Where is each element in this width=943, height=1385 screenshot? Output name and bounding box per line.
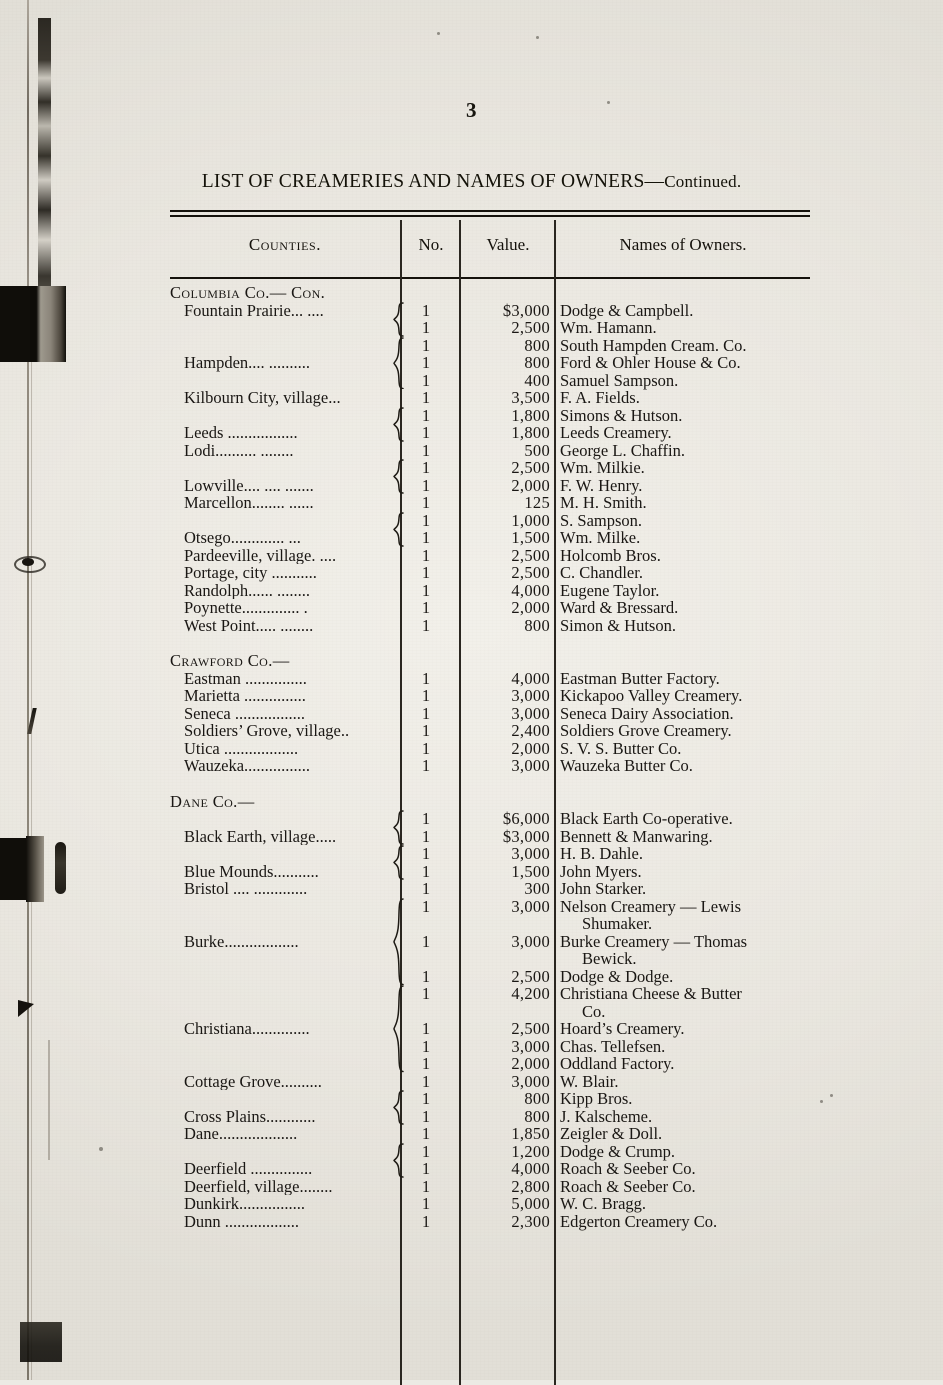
table-row [170,740,810,758]
cell-value: 2,000 [511,738,550,758]
cell-value [456,915,550,933]
cell-owner: Roach & Seeber Co. [560,1159,696,1178]
cell-township [170,1038,398,1056]
cell-township: Randolph...... ........ [184,581,311,599]
cell-value: 2,500 [511,563,550,582]
cell-value: 2,500 [511,1019,550,1038]
cell-owner: Soldiers Grove Creamery. [560,721,732,740]
cell-township: Fountain Prairie... .... [184,301,324,319]
table-row [170,494,810,512]
cell-owner: Eugene Taylor. [560,580,660,600]
cell-value: 2,500 [511,458,550,477]
cell-number: 1 [421,1089,431,1108]
table-row [170,757,810,775]
table-row [170,687,810,705]
cell-owner: Roach & Seeber Co. [560,1176,696,1196]
cell-value: $3,000 [502,826,550,846]
cell-township: Kilbourn City, village... [184,389,341,407]
table-row [170,898,810,916]
table-row [170,670,810,688]
scan-artifact-ring-center [22,558,34,566]
cell-value [456,1003,550,1021]
cell-value: 3,000 [511,756,550,775]
table-row [170,477,810,495]
table-row [170,354,810,372]
cell-township: Lowville.... .... ....... [184,476,314,494]
scan-fleck [437,32,440,35]
cell-township: Marietta ............... [184,687,306,705]
cell-value: 125 [524,493,550,512]
cell-township: Soldiers’ Grove, village.. [184,722,350,740]
cell-value: 3,000 [511,1036,550,1056]
table-row [170,1020,810,1038]
table-row [170,547,810,565]
cell-number: 1 [421,1211,431,1231]
cell-number: 1 [421,1141,431,1161]
cell-value: 2,000 [511,598,550,617]
cell-number: 1 [421,879,431,898]
cell-number: 1 [421,528,431,547]
cell-owner: Oddland Factory. [560,1054,675,1073]
cell-owner: Edgerton Creamery Co. [560,1211,718,1231]
cell-township: Pardeeville, village. .... [184,546,337,564]
cell-township: Lodi.......... ........ [184,441,294,459]
cell-value: 2,400 [511,721,550,740]
cell-owner: Wauzeka Butter Co. [560,756,693,775]
cell-owner: Wm. Hamann. [560,318,657,337]
cell-number: 1 [421,335,431,355]
cell-township [170,372,398,390]
table-row [170,319,810,337]
table-row [170,1073,810,1091]
cell-township: Dane................... [184,1125,298,1143]
cell-number: 1 [421,1036,431,1056]
county-section-heading-row [170,284,810,302]
cell-township: Wauzeka................ [184,757,311,775]
cell-owner: Zeigler & Doll. [560,1124,663,1143]
page-number: 3 [466,98,477,122]
table-row [170,933,810,951]
cell-value: 2,800 [511,1176,550,1196]
page-title [0,171,943,193]
cell-township: Black Earth, village..... [184,827,337,845]
cell-township [170,1143,398,1161]
cell-township: Deerfield, village........ [184,1177,333,1195]
cell-number: 1 [421,510,431,530]
table-row [170,915,810,933]
table-row [170,337,810,355]
page-edge-line [27,0,29,1380]
cell-number [402,1003,450,1021]
cell-number: 1 [421,563,431,582]
county-section-heading: Columbia Co.— Con. [170,284,326,302]
cell-number: 1 [421,844,431,863]
cell-number: 1 [421,580,431,600]
cell-township: Hampden.... .......... [184,354,311,372]
table-row [170,1195,810,1213]
page-title-separator: — [644,171,665,192]
table-row [170,722,810,740]
cell-township [170,845,398,863]
cell-value: 4,000 [511,580,550,600]
cell-number: 1 [421,458,431,477]
cell-value: 1,000 [511,510,550,530]
cell-value: 1,200 [511,1141,550,1161]
cell-number: 1 [421,423,431,442]
table-row [170,1213,810,1231]
cell-number: 1 [421,370,431,390]
cell-number: 1 [421,1071,431,1091]
cell-number [402,950,450,968]
cell-value: 800 [524,615,550,635]
cell-township: Leeds ................. [184,424,298,442]
cell-township [170,512,398,530]
cell-number: 1 [421,1106,431,1126]
cell-owner: Samuel Sampson. [560,370,679,390]
cell-owner: W. Blair. [560,1071,619,1091]
cell-value: 800 [524,353,550,372]
cell-owner: C. Chandler. [560,563,643,582]
cell-owner: J. Kalscheme. [560,1106,653,1126]
cell-number: 1 [421,931,431,951]
cell-owner: Ford & Ohler House & Co. [560,353,741,372]
cell-value [456,950,550,968]
cell-number: 1 [421,1124,431,1143]
cell-owner-continuation: Co. [582,1001,606,1021]
cell-number: 1 [421,300,431,320]
cell-owner: Wm. Milke. [560,528,641,547]
cell-number: 1 [421,493,431,512]
cell-township: Marcellon........ ...... [184,494,314,512]
column-header-no: No. [418,235,444,254]
table-row [170,1143,810,1161]
table-row [170,1178,810,1196]
cell-value: 4,200 [511,984,550,1003]
cell-value: 2,300 [511,1211,550,1231]
cell-owner: John Starker. [560,879,647,898]
cell-value: 5,000 [511,1194,550,1213]
cell-value: 4,000 [511,668,550,688]
scan-fleck [820,1100,823,1103]
scan-artifact-notch [18,1000,34,1017]
table-row [170,1108,810,1126]
cell-number: 1 [421,738,431,758]
cell-number [402,915,450,933]
column-header-counties: Counties. [248,235,322,254]
cell-township: Cross Plains............ [184,1107,316,1125]
cell-township: Seneca ................. [184,704,305,722]
cell-value: 800 [524,335,550,355]
scan-fleck [536,36,539,39]
cell-owner: Nelson Creamery — Lewis [560,896,741,916]
cell-owner-continuation: Bewick. [582,949,637,968]
cell-number: 1 [421,809,431,828]
cell-value: 3,000 [511,1071,550,1091]
cell-number: 1 [421,703,431,723]
cell-number: 1 [421,668,431,688]
cell-number: 1 [421,1054,431,1073]
cell-value: 3,500 [511,388,550,407]
cell-township: Otsego............. ... [184,529,301,547]
table-header-row [170,220,810,275]
table-row [170,529,810,547]
table-row [170,582,810,600]
county-section-heading: Crawford Co.— [170,652,290,670]
cell-owner: Black Earth Co-operative. [560,809,733,828]
county-section-heading: Dane Co.— [170,792,255,810]
table-top-rule-outer [170,210,810,212]
cell-owner: Dodge & Campbell. [560,300,694,320]
scan-artifact-block-lower-fade [26,836,44,902]
cell-owner: Wm. Milkie. [560,458,645,477]
table-row [170,1160,810,1178]
cell-township [170,898,398,916]
cell-number: 1 [421,826,431,846]
cell-value: 4,000 [511,1159,550,1178]
cell-number: 1 [421,388,431,407]
county-section-heading-row [170,652,810,670]
cell-owner: Dodge & Dodge. [560,966,674,986]
cell-value: 1,850 [511,1124,550,1143]
cell-number: 1 [421,475,431,495]
cell-township [170,1055,398,1073]
cell-owner: F. W. Henry. [560,475,643,495]
cell-number: 1 [421,1176,431,1196]
cell-number: 1 [421,405,431,425]
table-row [170,880,810,898]
cell-owner: M. H. Smith. [560,493,647,512]
cell-owner: Seneca Dairy Association. [560,703,734,723]
cell-township [170,1090,398,1108]
cell-owner: W. C. Bragg. [560,1194,647,1213]
cell-owner: Kickapoo Valley Creamery. [560,686,743,705]
cell-township: Burke.................. [184,932,299,950]
table-row [170,564,810,582]
cell-township [170,985,398,1003]
table-row [170,617,810,635]
cell-township: Portage, city ........... [184,564,317,582]
cell-owner: Hoard’s Creamery. [560,1019,685,1038]
table-row [170,389,810,407]
page-title-continued: Continued. [664,172,742,191]
cell-owner: H. B. Dahle. [560,844,643,863]
cell-value: $3,000 [502,300,550,320]
column-header-owners: Names of Owners. [619,235,747,254]
cell-number: 1 [421,756,431,775]
cell-value: 500 [524,440,550,460]
table-row [170,442,810,460]
cell-value: 3,000 [511,931,550,951]
cell-owner: Bennett & Manwaring. [560,826,713,846]
cell-owner: Holcomb Bros. [560,545,661,565]
cell-number: 1 [421,1194,431,1213]
table-row [170,863,810,881]
scan-fleck [830,1094,833,1097]
cell-township: Christiana.............. [184,1020,310,1038]
cell-number: 1 [421,615,431,635]
cell-township: West Point..... ........ [184,616,314,634]
cell-township: Eastman ............... [184,669,307,687]
cell-value: 800 [524,1089,550,1108]
cell-owner: Ward & Bressard. [560,598,679,617]
scan-artifact-bottom-block [20,1322,62,1362]
table-row [170,1090,810,1108]
cell-owner: Simon & Hutson. [560,615,676,635]
table-top-rule-inner [170,215,810,217]
cell-township [170,407,398,425]
cell-number: 1 [421,1019,431,1038]
column-header-value: Value. [486,235,530,254]
table-row [170,407,810,425]
cell-township [170,950,398,968]
cell-value: 3,000 [511,896,550,916]
table-row [170,810,810,828]
cell-township: Dunkirk................ [184,1195,305,1213]
cell-owner: Kipp Bros. [560,1089,633,1108]
cell-value: 2,000 [511,1054,550,1073]
table-row [170,302,810,320]
cell-owner: Chas. Tellefsen. [560,1036,666,1056]
table-row [170,1003,810,1021]
table-row [170,1055,810,1073]
scan-fleck [99,1147,103,1151]
table-row [170,599,810,617]
cell-number: 1 [421,721,431,740]
cell-number: 1 [421,686,431,705]
cell-township: Utica .................. [184,739,299,757]
cell-number: 1 [421,966,431,986]
cell-owner: Dodge & Crump. [560,1141,676,1161]
cell-owner: S. Sampson. [560,510,643,530]
cell-township: Bristol .... ............. [184,880,308,898]
cell-township [170,337,398,355]
cell-number: 1 [421,896,431,916]
cell-township: Poynette.............. . [184,599,308,617]
page-title-main: LIST OF CREAMERIES AND NAMES OF OWNERS [201,171,645,192]
cell-owner: Simons & Hutson. [560,405,683,425]
cell-township: Cottage Grove.......... [184,1072,322,1090]
table-row [170,512,810,530]
cell-owner: Eastman Butter Factory. [560,668,720,688]
cell-number: 1 [421,353,431,372]
cell-township [170,810,398,828]
cell-value: $6,000 [502,809,550,828]
table-row [170,828,810,846]
cell-value: 3,000 [511,686,550,705]
cell-owner: Christiana Cheese & Butter [560,984,742,1003]
scan-artifact-scuff [48,1040,50,1160]
cell-number: 1 [421,1159,431,1178]
cell-owner: South Hampden Cream. Co. [560,335,747,355]
cell-owner: F. A. Fields. [560,388,640,407]
cell-owner: Burke Creamery — Thomas [560,931,748,951]
cell-owner: John Myers. [560,861,642,881]
table-row [170,424,810,442]
scan-artifact-block-upper-fade [30,286,66,362]
cell-township [170,319,398,337]
cell-township: Dunn .................. [184,1212,300,1230]
cell-value: 2,000 [511,475,550,495]
cell-value: 2,500 [511,545,550,565]
cell-township [170,459,398,477]
table-row [170,950,810,968]
county-section-heading-row [170,793,810,811]
table-row [170,372,810,390]
cell-owner: George L. Chaffin. [560,440,685,460]
scan-artifact-top-streak [38,18,51,318]
cell-value: 2,500 [511,966,550,986]
table-row [170,1038,810,1056]
table-header-bottom-rule [170,277,810,279]
table-row [170,1125,810,1143]
cell-owner: Leeds Creamery. [560,423,672,442]
cell-owner: S. V. S. Butter Co. [560,738,682,758]
cell-value: 300 [524,879,550,898]
cell-number: 1 [421,984,431,1003]
cell-value: 2,500 [511,318,550,337]
cell-value: 1,800 [511,423,550,442]
cell-value: 800 [524,1106,550,1126]
cell-number: 1 [421,861,431,881]
table-row [170,968,810,986]
cell-township [170,1003,398,1021]
cell-township: Blue Mounds........... [184,862,319,880]
cell-number: 1 [421,545,431,565]
cell-township [170,968,398,986]
cell-number: 1 [421,318,431,337]
table-row [170,845,810,863]
cell-number: 1 [421,598,431,617]
cell-value: 1,500 [511,861,550,881]
table-row [170,459,810,477]
cell-value: 1,800 [511,405,550,425]
cell-value: 400 [524,370,550,390]
cell-township [170,915,398,933]
cell-value: 3,000 [511,703,550,723]
cell-owner-continuation: Shumaker. [582,914,653,933]
table-row [170,705,810,723]
scan-artifact-dash [55,842,66,894]
cell-value: 3,000 [511,844,550,863]
cell-value: 1,500 [511,528,550,547]
table-row [170,985,810,1003]
cell-number: 1 [421,440,431,460]
cell-township: Deerfield ............... [184,1160,313,1178]
